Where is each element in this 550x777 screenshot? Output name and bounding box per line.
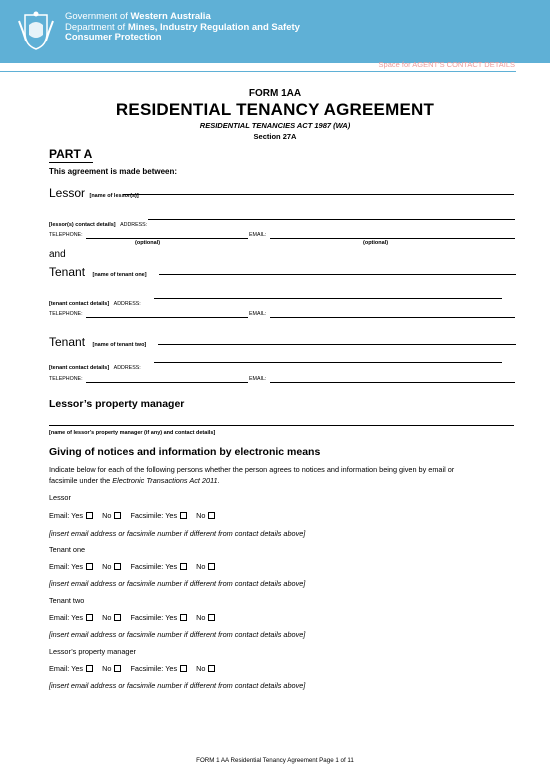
- manager-email-no-checkbox[interactable]: [114, 665, 121, 672]
- email-label: EMAIL:: [249, 311, 267, 317]
- telephone-label: TELEPHONE:: [49, 311, 83, 317]
- property-manager-heading: Lessor’s property manager: [49, 398, 185, 410]
- agent-contact-space: Space for AGENT'S CONTACT DETAILS: [378, 60, 515, 69]
- header-banner: [0, 0, 550, 63]
- person-tenant-one: Tenant one: [49, 545, 86, 554]
- lessor-name-field[interactable]: [123, 194, 514, 195]
- tenant-two-contact-hint: [tenant contact details]: [49, 365, 110, 371]
- form-title: RESIDENTIAL TENANCY AGREEMENT: [115, 100, 435, 119]
- tenant-one-email-field[interactable]: [270, 317, 515, 318]
- property-manager-insert-hint: [insert email address or facsimile number if different from contact details above]: [49, 681, 306, 690]
- tenant-one-row: [49, 263, 147, 281]
- person-property-manager: Lessor’s property manager: [49, 647, 136, 656]
- tenant-one-consent-row: Email: Yes No Facsimile: Yes No: [49, 562, 218, 571]
- lessor-name-hint: [name of lessor(s)]: [89, 193, 139, 199]
- tenant-two-email-field[interactable]: [270, 382, 515, 383]
- agreement-intro: This agreement is made between:: [49, 167, 178, 176]
- email-label: EMAIL:: [249, 232, 267, 238]
- tenant-two-address-field[interactable]: [154, 362, 502, 363]
- tenant-one-fax-yes-checkbox[interactable]: [180, 563, 187, 570]
- and-text: and: [49, 249, 66, 260]
- tenant-two-name-field[interactable]: [158, 344, 516, 345]
- tenant-two-fax-yes-checkbox[interactable]: [180, 614, 187, 621]
- tenant-two-address-row: [49, 356, 141, 374]
- address-label: ADDRESS:: [120, 222, 148, 228]
- tenant-one-telephone-field[interactable]: [86, 317, 248, 318]
- manager-fax-no-checkbox[interactable]: [208, 665, 215, 672]
- lessor-telephone-field[interactable]: [86, 238, 248, 239]
- lessor-label: Lessor: [49, 186, 86, 200]
- telephone-label: TELEPHONE:: [49, 376, 83, 382]
- notices-instructions-line2: facsimile under the Electronic Transactions Act 2011.: [49, 476, 220, 485]
- agent-divider: [0, 71, 516, 72]
- person-lessor: Lessor: [49, 493, 71, 502]
- lessor-email-no-checkbox[interactable]: [114, 512, 121, 519]
- tenant-one-label: Tenant: [49, 265, 86, 279]
- tenant-one-address-field[interactable]: [154, 298, 502, 299]
- lessor-email-yes-checkbox[interactable]: [86, 512, 93, 519]
- lessor-fax-no-checkbox[interactable]: [208, 512, 215, 519]
- tenant-one-contact-hint: [tenant contact details]: [49, 301, 110, 307]
- person-tenant-two: Tenant two: [49, 596, 85, 605]
- lessor-fax-yes-checkbox[interactable]: [180, 512, 187, 519]
- part-a-underline: [49, 162, 93, 163]
- property-manager-field[interactable]: [49, 425, 514, 426]
- property-manager-hint: [name of lessor’s property manager (if any) and contact details]: [49, 430, 216, 436]
- page-footer: FORM 1 AA Residential Tenancy Agreement Page 1 of 11: [196, 757, 354, 764]
- tenant-two-fax-no-checkbox[interactable]: [208, 614, 215, 621]
- tenant-two-label: Tenant: [49, 335, 86, 349]
- email-optional: (optional): [363, 240, 389, 246]
- lessor-consent-row: Email: Yes No Facsimile: Yes No: [49, 511, 218, 520]
- address-label: ADDRESS:: [113, 365, 141, 371]
- wa-crest-icon: [17, 11, 55, 51]
- tenant-one-address-row: [49, 292, 141, 310]
- property-manager-consent-row: Email: Yes No Facsimile: Yes No: [49, 664, 218, 673]
- form-number: FORM 1AA: [248, 88, 302, 99]
- tenant-two-consent-row: Email: Yes No Facsimile: Yes No: [49, 613, 218, 622]
- tenant-one-email-no-checkbox[interactable]: [114, 563, 121, 570]
- lessor-email-field[interactable]: [270, 238, 515, 239]
- email-label: EMAIL:: [249, 376, 267, 382]
- manager-fax-yes-checkbox[interactable]: [180, 665, 187, 672]
- tenant-one-insert-hint: [insert email address or facsimile number if different from contact details above]: [49, 579, 306, 588]
- tenant-one-name-field[interactable]: [159, 274, 516, 275]
- manager-email-yes-checkbox[interactable]: [86, 665, 93, 672]
- tenant-two-telephone-field[interactable]: [86, 382, 248, 383]
- tenant-one-hint: [name of tenant one]: [92, 272, 147, 278]
- lessor-insert-hint: [insert email address or facsimile number if different from contact details above]: [49, 529, 306, 538]
- lessor-contact-hint: [lessor(s) contact details]: [49, 222, 116, 228]
- section-reference: Section 27A: [253, 132, 297, 141]
- tenant-one-fax-no-checkbox[interactable]: [208, 563, 215, 570]
- tenant-two-insert-hint: [insert email address or facsimile number if different from contact details above]: [49, 630, 306, 639]
- act-reference: RESIDENTIAL TENANCIES ACT 1987 (WA): [199, 121, 351, 130]
- electronic-notices-heading: Giving of notices and information by electronic means: [49, 446, 321, 458]
- part-a-heading: PART A: [49, 147, 93, 161]
- lessor-address-field[interactable]: [148, 219, 515, 220]
- lessor-row: [49, 184, 139, 202]
- tenant-one-email-yes-checkbox[interactable]: [86, 563, 93, 570]
- notices-instructions-line1: Indicate below for each of the following persons whether the person agrees to notices and information being given by email or: [49, 465, 455, 474]
- tenant-two-hint: [name of tenant two]: [92, 342, 147, 348]
- telephone-optional: (optional): [135, 240, 161, 246]
- tenant-two-email-no-checkbox[interactable]: [114, 614, 121, 621]
- department-name: Government of Western Australia Department of Mines, Industry Regulation and Safety Consumer Protection: [65, 11, 300, 43]
- tenant-two-email-yes-checkbox[interactable]: [86, 614, 93, 621]
- telephone-label: TELEPHONE:: [49, 232, 83, 238]
- lessor-address-row: [49, 213, 147, 231]
- address-label: ADDRESS:: [113, 301, 141, 307]
- tenant-two-row: [49, 333, 146, 351]
